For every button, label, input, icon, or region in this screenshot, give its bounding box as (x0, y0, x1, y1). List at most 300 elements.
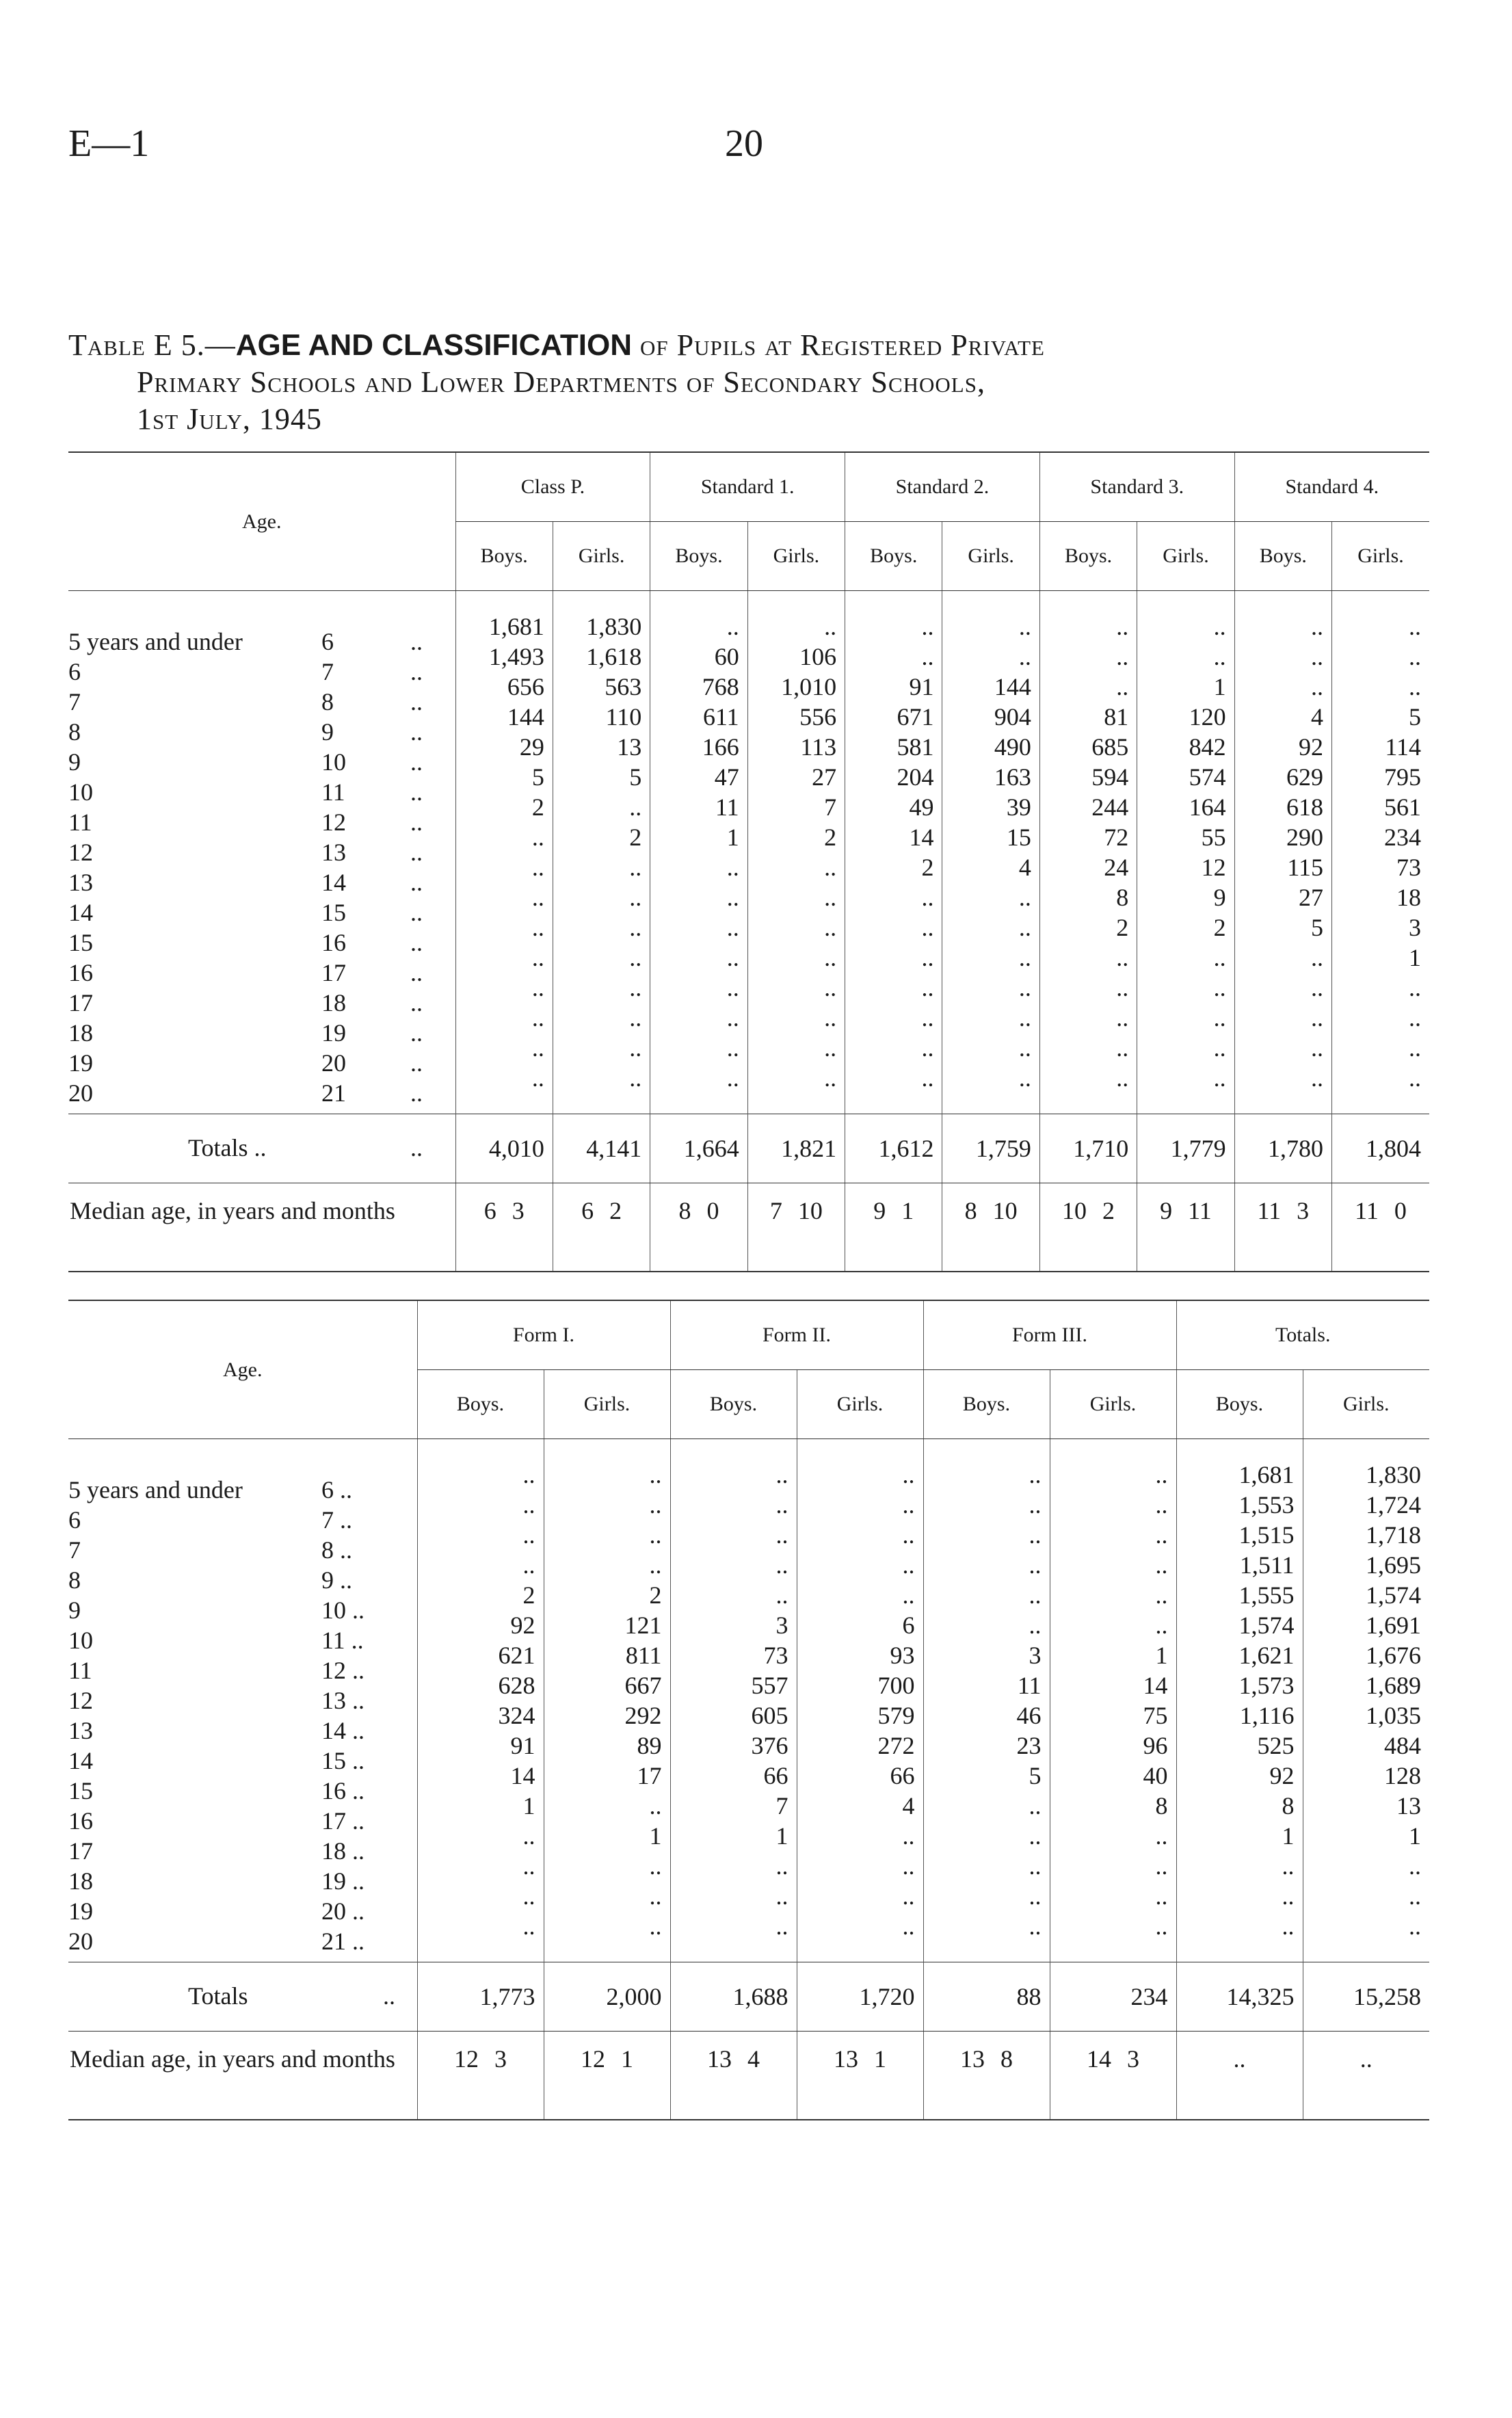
table-cell: .. (455, 1003, 553, 1033)
age-from: 6 (68, 658, 81, 685)
table-cell: 3 (670, 1610, 797, 1640)
age-to: 16 .. (321, 1777, 364, 1804)
age-to: 17 .. (321, 1807, 364, 1835)
table-cell: 656 (455, 672, 553, 702)
table-cell: 2 (553, 822, 650, 852)
table-row (68, 1490, 1429, 1520)
total-cell: 1,759 (942, 1114, 1039, 1183)
table-row (68, 1003, 1429, 1033)
table-cell: 55 (1137, 822, 1234, 852)
table-cell: 842 (1137, 732, 1234, 762)
table-row (68, 732, 1429, 762)
table-cell: 89 (544, 1731, 670, 1761)
table-cell: .. (845, 1033, 942, 1063)
table-cell: 1,830 (553, 612, 650, 642)
title-prefix: Table E 5.— (68, 328, 236, 362)
table-cell: 1,691 (1303, 1610, 1429, 1640)
age-from: 7 (68, 688, 81, 715)
median-cell: 7 10 (747, 1183, 845, 1272)
table-cell: 1,574 (1176, 1610, 1303, 1640)
table-cell: 2 (747, 822, 845, 852)
table-cell: 1 (1303, 1821, 1429, 1851)
table-cell: .. (845, 943, 942, 973)
table-cell: 73 (1332, 852, 1429, 882)
table-row (68, 792, 1429, 822)
table-cell: .. (845, 882, 942, 912)
table-cell: .. (923, 1460, 1050, 1490)
table-cell: 484 (1303, 1731, 1429, 1761)
table-cell: 618 (1234, 792, 1331, 822)
table-cell: 1,681 (455, 612, 553, 642)
total-cell: 88 (923, 1962, 1050, 2032)
boys-column-header: Boys. (417, 1370, 544, 1439)
leader-dots: .. (410, 1049, 423, 1077)
table-cell: .. (845, 912, 942, 943)
table-cell: 621 (417, 1640, 544, 1670)
table-cell: .. (923, 1791, 1050, 1821)
leader-dots: .. (410, 929, 423, 956)
table-cell: 768 (650, 672, 747, 702)
table-cell: 92 (1234, 732, 1331, 762)
table-cell: .. (670, 1490, 797, 1520)
table-cell: .. (1234, 1063, 1331, 1093)
median-cell: .. (1303, 2032, 1429, 2120)
table-cell: .. (942, 1003, 1039, 1033)
table-cell: 376 (670, 1731, 797, 1761)
age-range-label (68, 702, 455, 746)
table-row (68, 912, 1429, 943)
table-cell: 11 (923, 1670, 1050, 1700)
table-cell: 1,621 (1176, 1640, 1303, 1670)
table-cell: 91 (417, 1731, 544, 1761)
group-header: Totals. (1176, 1301, 1429, 1370)
table-cell: 115 (1234, 852, 1331, 882)
table-cell: .. (1176, 1911, 1303, 1941)
table-cell: .. (1332, 642, 1429, 672)
table-cell: .. (797, 1911, 923, 1941)
age-from: 14 (68, 1747, 93, 1774)
table-cell: .. (1234, 1003, 1331, 1033)
table-cell: .. (923, 1490, 1050, 1520)
table-row (68, 1610, 1429, 1640)
table-cell: .. (1332, 672, 1429, 702)
table-cell: 27 (747, 762, 845, 792)
table-cell: .. (544, 1460, 670, 1490)
table-cell: .. (923, 1851, 1050, 1881)
age-range-label (68, 1490, 417, 1534)
boys-column-header: Boys. (670, 1370, 797, 1439)
table-cell: 525 (1176, 1731, 1303, 1761)
table-cell: 1,010 (747, 672, 845, 702)
table-cell: 581 (845, 732, 942, 762)
median-cell: 8 0 (650, 1183, 747, 1272)
total-cell: 4,141 (553, 1114, 650, 1183)
table-title (68, 327, 1443, 438)
age-to: 13 (321, 839, 346, 866)
age-to: 19 .. (321, 1867, 364, 1895)
table-cell: 563 (553, 672, 650, 702)
table-cell: 5 (923, 1761, 1050, 1791)
age-to: 21 .. (321, 1928, 364, 1955)
age-range-label (68, 1003, 455, 1047)
age-range-label (68, 612, 455, 655)
median-cell: 9 1 (845, 1183, 942, 1272)
table-cell: .. (1234, 973, 1331, 1003)
age-from: 8 (68, 1566, 81, 1594)
age-from: 7 (68, 1536, 81, 1564)
table-cell: 557 (670, 1670, 797, 1700)
table-cell: .. (417, 1881, 544, 1911)
age-from: 20 (68, 1079, 93, 1107)
table-cell: .. (417, 1490, 544, 1520)
table-cell: 110 (553, 702, 650, 732)
table-row (68, 1700, 1429, 1731)
table-cell: 23 (923, 1731, 1050, 1761)
table-cell: 8 (1039, 882, 1137, 912)
age-range-label (68, 852, 455, 896)
total-cell: 4,010 (455, 1114, 553, 1183)
title-rest: of Pupils at Registered Private (632, 328, 1045, 362)
table-cell: .. (1050, 1610, 1176, 1640)
table-cell: 5 (455, 762, 553, 792)
total-cell: 1,612 (845, 1114, 942, 1183)
age-to: 8 .. (321, 1536, 352, 1564)
table-cell: 561 (1332, 792, 1429, 822)
table-cell: 14 (845, 822, 942, 852)
table-cell: .. (650, 852, 747, 882)
age-from: 9 (68, 748, 81, 776)
table-cell: .. (747, 1063, 845, 1093)
table-cell: .. (1039, 672, 1137, 702)
totals-label (68, 1962, 417, 2032)
table-cell: .. (1137, 943, 1234, 973)
leader-dots: .. (410, 839, 423, 866)
table-cell: .. (417, 1550, 544, 1580)
boys-column-header: Boys. (455, 522, 553, 591)
table-cell: .. (1332, 1003, 1429, 1033)
group-header: Form I. (417, 1301, 670, 1370)
table-cell: 72 (1039, 822, 1137, 852)
table-cell: 1,553 (1176, 1490, 1303, 1520)
table-row (68, 642, 1429, 672)
table-cell: .. (1137, 612, 1234, 642)
table-cell: .. (1234, 672, 1331, 702)
table-cell: .. (455, 973, 553, 1003)
table-cell: 5 (553, 762, 650, 792)
group-header: Standard 1. (650, 453, 845, 522)
table-cell: .. (650, 1033, 747, 1063)
table-cell: .. (747, 1003, 845, 1033)
total-cell: 1,821 (747, 1114, 845, 1183)
age-to: 12 .. (321, 1657, 364, 1684)
table-row (68, 1821, 1429, 1851)
table-cell: 164 (1137, 792, 1234, 822)
table-row (68, 702, 1429, 732)
age-to: 17 (321, 959, 346, 986)
table-row (68, 1460, 1429, 1490)
median-cell: 12 1 (544, 2032, 670, 2120)
table-cell: .. (553, 973, 650, 1003)
table-cell: 292 (544, 1700, 670, 1731)
age-range-label (68, 1851, 417, 1895)
table-cell: .. (797, 1460, 923, 1490)
median-cell: 13 8 (923, 2032, 1050, 2120)
table-cell: 29 (455, 732, 553, 762)
total-cell: 14,325 (1176, 1962, 1303, 2032)
median-cell: 6 2 (553, 1183, 650, 1272)
age-range-label (68, 1881, 417, 1925)
table-cell: 92 (417, 1610, 544, 1640)
age-to: 6 .. (321, 1476, 352, 1503)
table-cell: .. (747, 973, 845, 1003)
table-cell: 324 (417, 1700, 544, 1731)
age-range-label (68, 1821, 417, 1865)
age-range-label (68, 1791, 417, 1835)
table-cell: 204 (845, 762, 942, 792)
age-to: 16 (321, 929, 346, 956)
table-cell: .. (797, 1520, 923, 1550)
table-row (68, 1851, 1429, 1881)
leader-dots: .. (410, 959, 423, 986)
table-cell: .. (1039, 612, 1137, 642)
boys-column-header: Boys. (845, 522, 942, 591)
leader-dots: .. (410, 809, 423, 836)
age-from: 17 (68, 989, 93, 1016)
table-cell: .. (455, 943, 553, 973)
table-cell: .. (417, 1821, 544, 1851)
table-cell: .. (797, 1821, 923, 1851)
table-cell: .. (455, 1063, 553, 1093)
age-from: 17 (68, 1837, 93, 1865)
table-cell: 92 (1176, 1761, 1303, 1791)
age-range-label (68, 1700, 417, 1744)
age-to: 8 (321, 688, 334, 715)
table-row (68, 1911, 1429, 1941)
table-cell: .. (1050, 1550, 1176, 1580)
table-cell: 579 (797, 1700, 923, 1731)
age-from: 11 (68, 1657, 92, 1684)
total-cell: 1,710 (1039, 1114, 1137, 1183)
table-row (68, 1881, 1429, 1911)
table-row (68, 1550, 1429, 1580)
table-cell: 60 (650, 642, 747, 672)
table-cell: 15 (942, 822, 1039, 852)
age-to: 7 (321, 658, 334, 685)
table-cell: 685 (1039, 732, 1137, 762)
table-cell: 904 (942, 702, 1039, 732)
table-cell: 5 (1332, 702, 1429, 732)
table-cell: 7 (747, 792, 845, 822)
age-range-label (68, 943, 455, 986)
boys-column-header: Boys. (650, 522, 747, 591)
table-cell: 14 (1050, 1670, 1176, 1700)
median-cell: 13 1 (797, 2032, 923, 2120)
age-range-label (68, 732, 455, 776)
age-range-label (68, 1911, 417, 1955)
table-cell: .. (1234, 1033, 1331, 1063)
table-row (68, 1063, 1429, 1093)
table-cell: .. (1137, 1063, 1234, 1093)
table-cell: .. (1137, 1003, 1234, 1033)
table-cell: .. (1050, 1490, 1176, 1520)
table-cell: .. (553, 882, 650, 912)
table-cell: .. (455, 882, 553, 912)
age-to: 21 (321, 1079, 346, 1107)
table-cell: .. (845, 1003, 942, 1033)
table-cell: .. (747, 612, 845, 642)
table-cell: .. (670, 1851, 797, 1881)
page-number: 20 (725, 122, 763, 165)
age-from: 10 (68, 1627, 93, 1654)
table-cell: 3 (1332, 912, 1429, 943)
table-cell: .. (942, 882, 1039, 912)
table-row (68, 1580, 1429, 1610)
table-cell: .. (417, 1911, 544, 1941)
table-row (68, 672, 1429, 702)
table-cell: .. (1137, 1033, 1234, 1063)
age-to: 6 (321, 628, 334, 655)
table-cell: .. (553, 1033, 650, 1063)
age-range-label (68, 1460, 417, 1503)
table-cell: 93 (797, 1640, 923, 1670)
table-cell: 1,555 (1176, 1580, 1303, 1610)
table-cell: .. (923, 1911, 1050, 1941)
total-cell: 1,688 (670, 1962, 797, 2032)
table-cell: 91 (845, 672, 942, 702)
age-to: 10 .. (321, 1596, 364, 1624)
table-cell: 7 (670, 1791, 797, 1821)
table-cell: .. (747, 943, 845, 973)
table-cell: 244 (1039, 792, 1137, 822)
table-cell: 12 (1137, 852, 1234, 882)
table-row (68, 852, 1429, 882)
table-cell: 1 (544, 1821, 670, 1851)
table-cell: .. (670, 1520, 797, 1550)
table-cell: .. (650, 612, 747, 642)
table-cell: 27 (1234, 882, 1331, 912)
age-range-label (68, 1063, 455, 1107)
table-cell: 629 (1234, 762, 1331, 792)
table-cell: 574 (1137, 762, 1234, 792)
leader-dots: .. (410, 778, 423, 806)
age-range-label (68, 762, 455, 806)
table-cell: .. (650, 882, 747, 912)
totals-text: Totals .. (188, 1134, 267, 1161)
table-cell: .. (1137, 973, 1234, 1003)
table-cell: .. (1050, 1881, 1176, 1911)
table-cell: 40 (1050, 1761, 1176, 1791)
table-cell: 605 (670, 1700, 797, 1731)
leader-dots: .. (410, 628, 423, 655)
median-cell: 11 0 (1332, 1183, 1429, 1272)
table-cell: .. (1039, 642, 1137, 672)
table-row (68, 1670, 1429, 1700)
table-cell: .. (670, 1550, 797, 1580)
table-cell: 5 (1234, 912, 1331, 943)
total-cell: 15,258 (1303, 1962, 1429, 2032)
table-cell: .. (1176, 1851, 1303, 1881)
girls-column-header: Girls. (553, 522, 650, 591)
group-header: Class P. (455, 453, 650, 522)
table-cell: .. (455, 1033, 553, 1063)
table-cell: .. (544, 1520, 670, 1550)
table-cell: .. (1039, 943, 1137, 973)
table-cell: 1 (1137, 672, 1234, 702)
age-range-label (68, 1670, 417, 1714)
table-cell: 9 (1137, 882, 1234, 912)
table-cell: 106 (747, 642, 845, 672)
totals-dots: .. (410, 1134, 423, 1161)
age-from: 20 (68, 1928, 93, 1955)
table-cell: .. (1050, 1821, 1176, 1851)
table-cell: 1,574 (1303, 1580, 1429, 1610)
table-cell: .. (923, 1881, 1050, 1911)
median-cell: 11 3 (1234, 1183, 1331, 1272)
age-to: 11 (321, 778, 345, 806)
table-cell: 1,681 (1176, 1460, 1303, 1490)
table-cell: 594 (1039, 762, 1137, 792)
table-cell: .. (1332, 973, 1429, 1003)
table-cell: 66 (797, 1761, 923, 1791)
table-cell: 166 (650, 732, 747, 762)
table-cell: .. (544, 1911, 670, 1941)
table-cell: .. (1176, 1881, 1303, 1911)
table-cell: .. (1332, 1033, 1429, 1063)
boys-column-header: Boys. (1039, 522, 1137, 591)
age-classification-table-forms (68, 1300, 1429, 2120)
table-cell: 75 (1050, 1700, 1176, 1731)
girls-column-header: Girls. (797, 1370, 923, 1439)
table-cell: 121 (544, 1610, 670, 1640)
table-cell: 11 (650, 792, 747, 822)
table-cell: 17 (544, 1761, 670, 1791)
girls-column-header: Girls. (544, 1370, 670, 1439)
age-range-label (68, 973, 455, 1016)
age-from: 5 years and under (68, 628, 243, 655)
table-cell: 39 (942, 792, 1039, 822)
age-to: 11 .. (321, 1627, 364, 1654)
table-cell: .. (417, 1851, 544, 1881)
table-cell: 234 (1332, 822, 1429, 852)
girls-column-header: Girls. (942, 522, 1039, 591)
group-header: Standard 2. (845, 453, 1040, 522)
table-cell: 114 (1332, 732, 1429, 762)
table-cell: 2 (544, 1580, 670, 1610)
table-cell: 1,724 (1303, 1490, 1429, 1520)
table-cell: 1,718 (1303, 1520, 1429, 1550)
table-cell: 66 (670, 1761, 797, 1791)
table-cell: 96 (1050, 1731, 1176, 1761)
table-cell: 2 (455, 792, 553, 822)
leader-dots: .. (410, 658, 423, 685)
age-from: 18 (68, 1019, 93, 1047)
table-cell: .. (455, 912, 553, 943)
age-from: 13 (68, 869, 93, 896)
table-cell: 163 (942, 762, 1039, 792)
age-to: 9 (321, 718, 334, 746)
age-range-label (68, 882, 455, 926)
table-cell: 556 (747, 702, 845, 732)
table-cell: 290 (1234, 822, 1331, 852)
age-range-label (68, 1731, 417, 1774)
median-age-label: Median age, in years and months (70, 2045, 395, 2073)
table-cell: .. (845, 612, 942, 642)
table-cell: 24 (1039, 852, 1137, 882)
table-cell: .. (1303, 1881, 1429, 1911)
table-cell: 13 (1303, 1791, 1429, 1821)
table-cell: .. (1303, 1911, 1429, 1941)
leader-dots: .. (410, 1019, 423, 1047)
